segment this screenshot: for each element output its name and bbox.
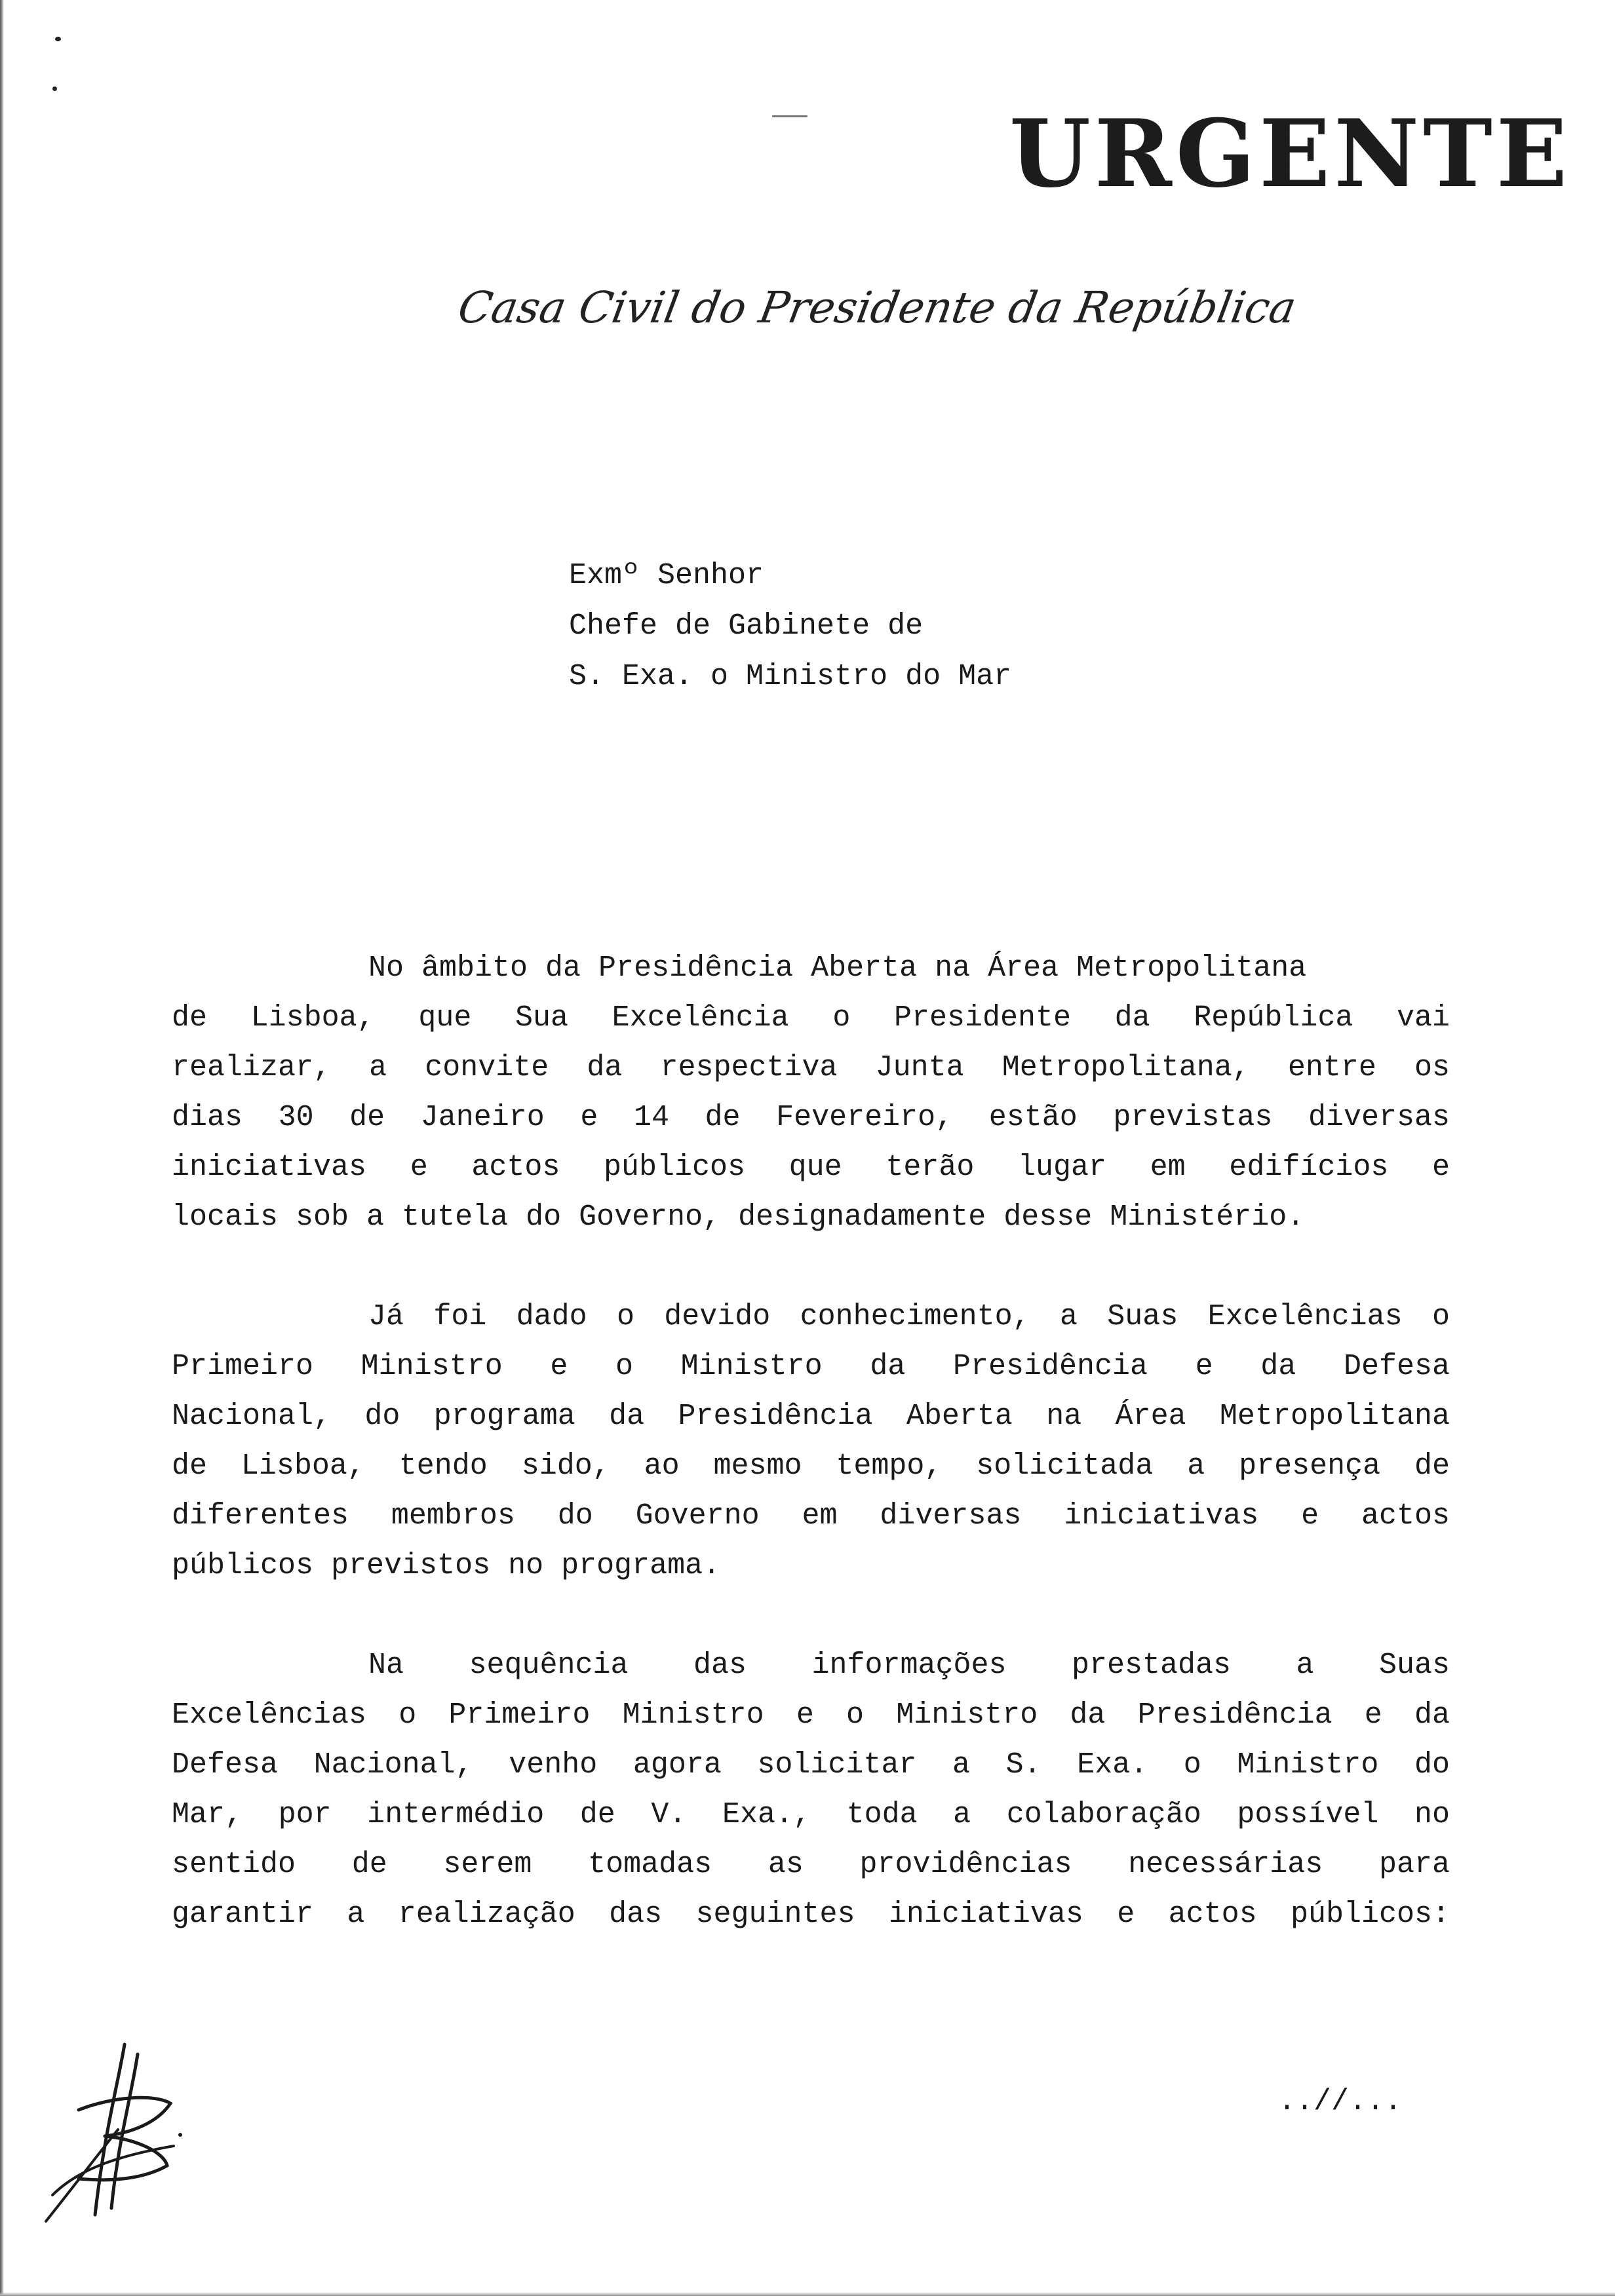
page-edge <box>0 0 4 2296</box>
scan-speck <box>55 37 61 41</box>
text-line: diferentes membros do Governo em diversas iniciativas e actos <box>172 1499 1450 1533</box>
text-line: realizar, a convite da respectiva Junta Metropolitana, entre os <box>172 1051 1450 1084</box>
text-line: de Lisboa, que Sua Excelência o Presidente da República vai <box>172 1001 1450 1035</box>
address-line: Exmº Senhor <box>569 559 764 592</box>
page-edge-bottom <box>0 2289 1615 2296</box>
paragraph-2 <box>172 1292 1450 1591</box>
text-line: dias 30 de Janeiro e 14 de Fevereiro, estão previstas diversas <box>172 1101 1450 1134</box>
text-line: sentido de serem tomadas as providências necessárias para <box>172 1848 1450 1881</box>
paragraph-1 <box>172 944 1450 1242</box>
recipient-address <box>569 550 1224 702</box>
text-line: Na sequência das informações prestadas a Suas <box>368 1649 1450 1682</box>
text-line: garantir a realização das seguintes iniciativas e actos públicos: <box>172 1898 1450 1931</box>
text-line: Já foi dado o devido conhecimento, a Suas Excelências o <box>368 1300 1450 1333</box>
signature-icon <box>39 2031 184 2228</box>
text-line: Excelências o Primeiro Ministro e o Ministro da Presidência e da <box>172 1698 1450 1732</box>
text-line: No âmbito da Presidência Aberta na Área Metropolitana <box>368 951 1307 985</box>
letter-body <box>172 944 1450 1989</box>
text-line: Primeiro Ministro e o Ministro da Presidência e da Defesa <box>172 1350 1450 1383</box>
text-line: iniciativas e actos públicos que terão lugar em edifícios e <box>172 1151 1450 1184</box>
text-line: Mar, por intermédio de V. Exa., toda a colaboração possível no <box>172 1798 1450 1831</box>
scan-speck <box>772 115 808 117</box>
text-line: Defesa Nacional, venho agora solicitar a S. Exa. o Ministro do <box>172 1748 1450 1782</box>
letterhead-institution: Casa Civil do Presidente da República <box>454 282 1300 333</box>
text-line: públicos previstos no programa. <box>172 1549 721 1582</box>
text-line: locais sob a tutela do Governo, designadamente desse Ministério. <box>172 1200 1305 1234</box>
address-line: Chefe de Gabinete de <box>569 609 924 643</box>
paragraph-3 <box>172 1641 1450 1940</box>
text-line: Nacional, do programa da Presidência Aberta na Área Metropolitana <box>172 1400 1450 1433</box>
scan-speck <box>52 86 57 91</box>
continuation-marker: ..//... <box>1278 2085 1403 2118</box>
address-line: S. Exa. o Ministro do Mar <box>569 660 1012 693</box>
urgent-stamp: URGENTE <box>1009 100 1572 208</box>
text-line: de Lisboa, tendo sido, ao mesmo tempo, solicitada a presença de <box>172 1449 1450 1483</box>
